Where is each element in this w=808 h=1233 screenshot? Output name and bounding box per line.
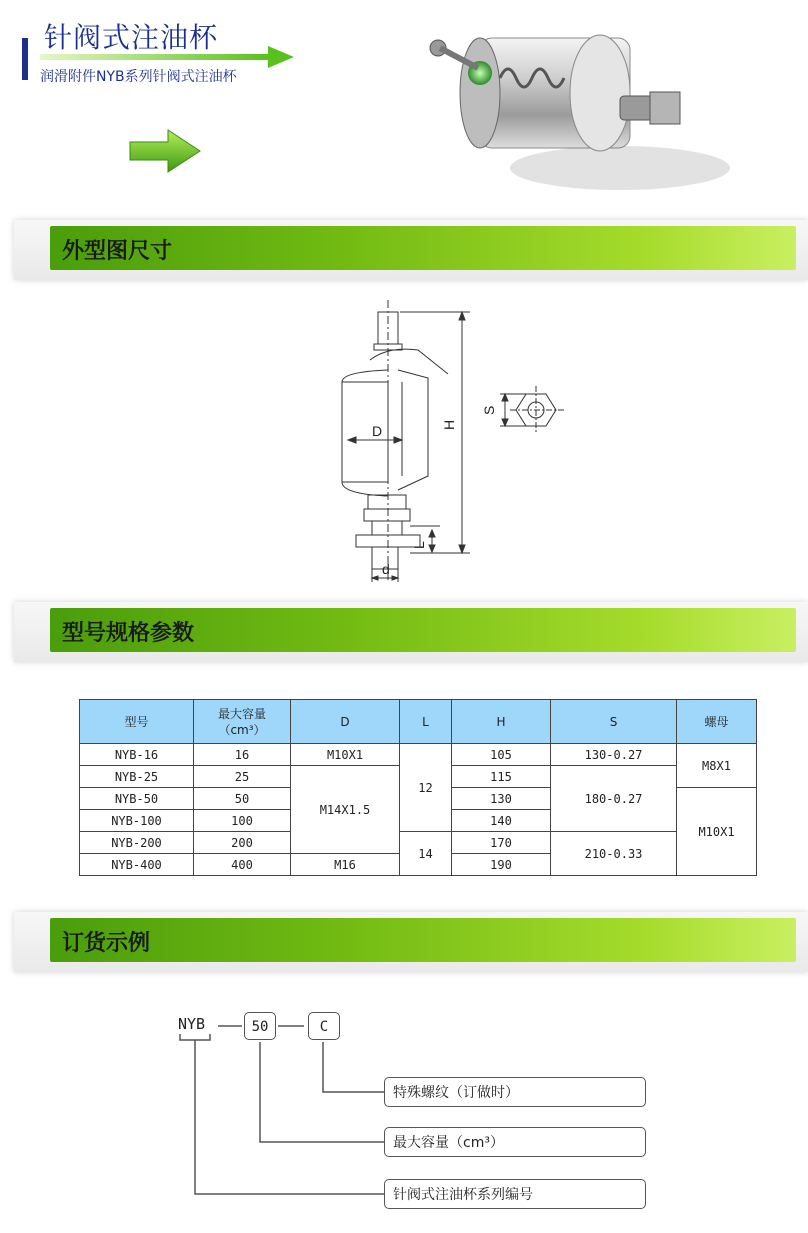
spec-table [79,699,757,876]
cell-model: NYB-100 [80,810,194,832]
order-code-thread: C [308,1012,340,1040]
section-banner-specs [14,602,808,662]
header-model: 型号 [80,700,194,744]
label-d: d [382,561,390,577]
section-banner-order [14,912,808,972]
section-banner-dimensions [14,220,808,280]
cell-capacity: 16 [194,744,291,766]
cell-capacity: 25 [194,766,291,788]
cell-H: 170 [452,832,551,854]
table-row [80,744,757,766]
cell-S: 130-0.27 [551,744,677,766]
header-D: D [291,700,400,744]
cell-S: 210-0.33 [551,832,677,876]
cell-L: 12 [400,744,452,832]
cell-H: 190 [452,854,551,876]
order-code-prefix: NYB [178,1015,206,1033]
header-L: L [400,700,452,744]
dimension-drawing [320,290,570,590]
header-capacity-line2: （cm³） [218,722,266,737]
cell-nut: M10X1 [677,788,757,876]
cell-D: M16 [291,854,400,876]
cell-model: NYB-50 [80,788,194,810]
cell-H: 105 [452,744,551,766]
header-capacity-line1: 最大容量 [217,706,266,721]
section-title-specs: 型号规格参数 [62,620,195,646]
cell-H: 140 [452,810,551,832]
cell-H: 115 [452,766,551,788]
cell-model: NYB-25 [80,766,194,788]
header-nut: 螺母 [677,700,757,744]
cell-S: 180-0.27 [551,766,677,832]
oil-cup-product-image [410,8,730,208]
table-header-row [80,700,757,744]
order-label-series: 针阀式注油杯系列编号 [384,1179,646,1209]
page-subtitle: 润滑附件NYB系列针阀式注油杯 [40,69,237,85]
order-label-capacity: 最大容量（cm³） [384,1127,646,1157]
order-code-capacity: 50 [244,1012,276,1040]
cell-capacity: 400 [194,854,291,876]
cell-nut: M8X1 [677,744,757,788]
header-H: H [452,700,551,744]
cell-H: 130 [452,788,551,810]
order-label-thread: 特殊螺纹（订做时） [384,1077,646,1107]
label-D: D [372,423,383,439]
cell-L: 14 [400,832,452,876]
page-title: 针阀式注油杯 [44,21,219,54]
label-L: L [411,541,427,549]
header-accent-bar [22,38,28,80]
cell-capacity: 100 [194,810,291,832]
cell-capacity: 200 [194,832,291,854]
cell-capacity: 50 [194,788,291,810]
table-row [80,832,757,854]
label-S: S [481,405,497,415]
cell-model: NYB-400 [80,854,194,876]
cell-D: M10X1 [291,744,400,766]
cell-model: NYB-200 [80,832,194,854]
section-title-dimensions: 外型图尺寸 [62,238,173,264]
green-arrow-icon [128,126,204,176]
header-capacity [194,700,291,744]
label-H: H [441,419,457,430]
cell-D: M14X1.5 [291,766,400,854]
header-S: S [551,700,677,744]
cell-model: NYB-16 [80,744,194,766]
section-title-order: 订货示例 [62,930,151,956]
